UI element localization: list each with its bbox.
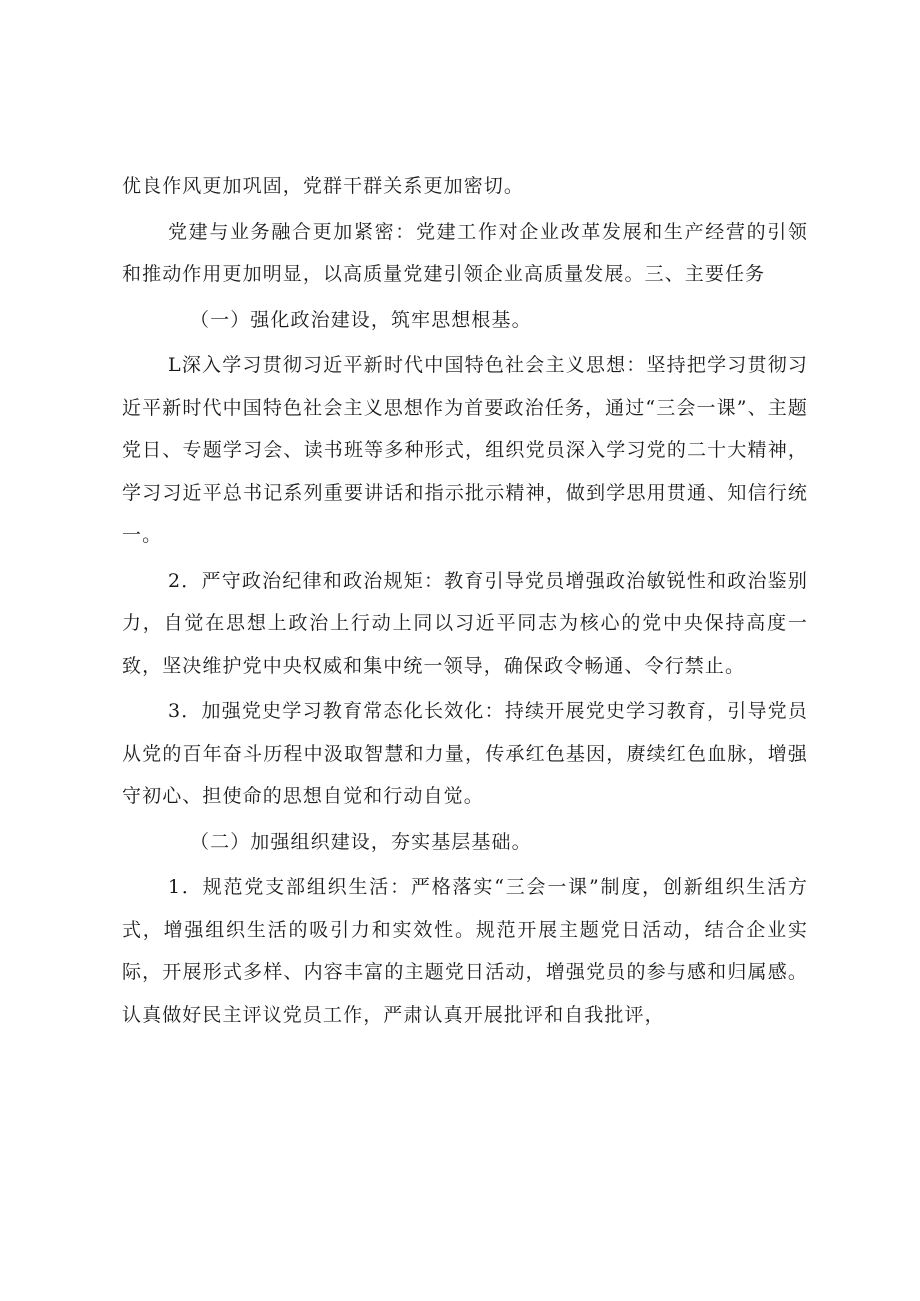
paragraph-item-party-history: 3．加强党史学习教育常态化长效化：持续开展党史学习教育，引导党员从党的百年奋斗历程中汲取智慧和力量，传承红色基因，赓续红色血脉，增强守初心、担使命的思想自觉和行动自觉。 <box>122 700 808 807</box>
section-heading-organization-building: （二）加强组织建设，夯实基层基础。 <box>190 830 532 853</box>
paragraph-continuation: 优良作风更加巩固，党群干群关系更加密切。 <box>122 175 525 197</box>
document-body <box>122 165 808 1036</box>
paragraph-item-branch-life: 1．规范党支部组织生活：严格落实“三会一课”制度，创新组织生活方式，增强组织生活的吸引力和实效性。规范开展主题党日活动，结合企业实际，开展形式多样、内容丰富的主题党日活动，增强党员的参与感和归属感。认真做好民主评议党员工作，严肃认真开展批评和自我批评， <box>122 876 808 1026</box>
section-heading-political-building: （一）强化政治建设，筑牢思想根基。 <box>190 308 532 331</box>
paragraph-party-business-integration: 党建与业务融合更加紧密：党建工作对企业改革发展和生产经营的引领和推动作用更加明显，以高质量党建引领企业高质量发展。三、主要任务 <box>122 220 808 285</box>
paragraph-item-study-thought: L深入学习贯彻习近平新时代中国特色社会主义思想：坚持把学习贯彻习近平新时代中国特色社会主义思想作为首要政治任务，通过“三会一课”、主题党日、专题学习会、读书班等多种形式，组织党员深入学习党的二十大精神，学习习近平总书记系列重要讲话和指示批示精神，做到学思用贯通、知信行统一。 <box>122 354 808 546</box>
paragraph-item-political-discipline: 2．严守政治纪律和政治规矩：教育引导党员增强政治敏锐性和政治鉴别力，自觉在思想上政治上行动上同以习近平同志为核心的党中央保持高度一致，坚决维护党中央权威和集中统一领导，确保政令畅通、令行禁止。 <box>122 569 808 677</box>
